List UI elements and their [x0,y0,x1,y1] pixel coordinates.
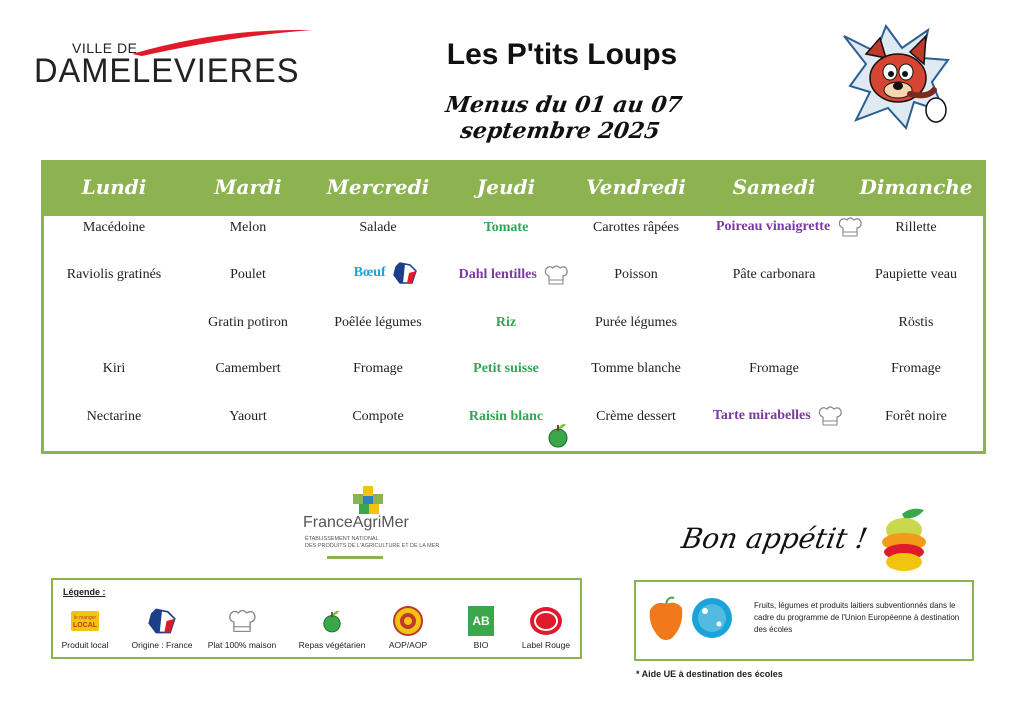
menu-cell-lundi-5: Nectarine [86,409,142,424]
legend-item-label-rouge [501,604,591,650]
menu-cell-jeudi-3: Riz [495,315,517,330]
menu-cell-samedi-5 [712,405,844,427]
menu-cell-vendredi-4: Tomme blanche [591,361,681,376]
fruit-stack-icon [872,506,936,576]
menu-cell-samedi-4: Fromage [749,361,799,376]
lait-produits-laitiers-ecole-logo-icon [690,596,734,640]
france-origin-icon [392,261,418,285]
chef-hat-icon [543,264,569,286]
franceagrimer-logo [303,486,443,562]
vegetarian-apple-icon [547,421,569,449]
menu-cell-mercredi-5: Compote [352,409,404,424]
weekly-menu-table [41,160,986,454]
legend-box [51,578,582,659]
menu-cell-vendredi-1: Carottes râpées [593,220,679,235]
day-vendredi: Vendredi [586,175,686,199]
menu-item-poireau: Poireau vinaigrette [716,219,831,235]
legend-label-bio: BIO [473,640,489,650]
legend-label-homemade: Plat 100% maison [207,640,277,650]
menu-cell-jeudi-1: Tomate [483,220,529,235]
legend-label-label-rouge: Label Rouge [521,640,571,650]
menu-cell-samedi-1 [716,216,848,238]
fruits-legumes-ecole-logo-icon [648,596,684,642]
menu-cell-vendredi-3: Purée légumes [594,315,678,330]
eu-aid-note: * Aide UE à destination des écoles [636,669,783,679]
chef-hat-icon [817,405,843,427]
menu-cell-vendredi-5: Crème dessert [596,409,676,424]
legend-label-france: Origine : France [131,640,193,650]
menu-cell-mercredi-4: Fromage [353,361,403,376]
menu-cell-mardi-1: Melon [229,220,267,235]
menu-cell-lundi-4: Kiri [102,361,126,376]
day-jeudi: Jeudi [476,175,536,199]
menu-cell-dimanche-4: Fromage [891,361,941,376]
menu-cell-mercredi-2 [320,261,452,285]
menu-cell-vendredi-2: Poisson [614,267,658,282]
franceagrimer-sub-line-2: DES PRODUITS DE L'AGRICULTURE ET DE LA MER [305,543,440,549]
menu-cell-mardi-2: Poulet [230,267,266,282]
day-dimanche: Dimanche [859,175,973,199]
franceagrimer-name: FranceAgriMer [303,514,409,531]
eu-school-program-box [634,580,974,661]
wolf-mascot-icon [836,24,952,136]
legend-item-france [117,604,207,650]
legend-title: Légende : [63,587,106,597]
menu-cell-mercredi-1: Salade [359,220,397,235]
day-lundi: Lundi [81,175,147,199]
menu-week-subtitle: Menus du 01 au 07 septembre 2025 [443,92,684,144]
menu-cell-mardi-5: Yaourt [229,409,267,424]
menu-cell-dimanche-2: Paupiette veau [874,267,958,282]
franceagrimer-sub-line-1: ÉTABLISSEMENT NATIONAL [305,536,379,542]
menu-cell-samedi-2: Pâte carbonara [732,267,816,282]
menu-cell-dimanche-3: Röstis [898,315,934,330]
menu-cell-lundi-1: Macédoine [82,220,146,235]
menu-cell-mercredi-3: Poêlée légumes [334,315,422,330]
label-rouge-icon [529,606,563,636]
menu-cell-dimanche-1: Rillette [895,220,937,235]
bio-ab-icon [468,606,494,636]
legend-label-local: Produit local [61,640,109,650]
day-mardi: Mardi [214,175,282,199]
city-logo [32,28,322,98]
logo-city-name: DAMELEVIERES [34,52,300,90]
vegetarian-apple-icon [322,607,342,635]
franceagrimer-underline [327,556,383,559]
franceagrimer-mark-icon [353,486,383,516]
menu-item-tarte: Tarte mirabelles [712,408,811,424]
menu-cell-jeudi-5: Raisin blanc [468,409,544,424]
svg-text:LOCAL: LOCAL [72,622,98,629]
logo-ville-de: VILLE DE [72,40,138,56]
day-mercredi: Mercredi [326,175,430,199]
menu-cell-jeudi-2 [448,264,580,286]
menu-cell-mardi-4: Camembert [215,361,281,376]
france-origin-icon [147,607,177,635]
menu-cell-jeudi-4: Petit suisse [473,361,539,376]
local-product-icon [70,609,100,633]
menu-cell-lundi-2: Raviolis gratinés [66,267,162,282]
eu-program-text: Fruits, légumes et produits laitiers subventionnés dans le cadre du programme de l'Union Européenne à destination des écoles [754,601,960,634]
chef-hat-icon [227,608,257,634]
menu-cell-dimanche-5: Forêt noire [885,409,947,424]
page-title: Les P'tits Loups [446,38,678,71]
svg-text:AB: AB [472,614,490,628]
aop-seal-icon [393,606,423,636]
legend-item-homemade [197,604,287,650]
legend-label-vegetarian: Repas végétarien [298,640,366,650]
menu-days-header [44,163,983,216]
svg-text:le manger: le manger [73,615,97,621]
menu-item-dahl: Dahl lentilles [458,267,537,283]
menu-item-boeuf: Bœuf [353,265,386,281]
bon-appetit-text: Bon appétit ! [679,522,871,555]
menu-cell-mardi-3: Gratin potiron [208,315,288,330]
legend-label-aop: AOP/AOP [388,640,428,650]
franceagrimer-subtitle [305,536,439,550]
day-samedi: Samedi [732,175,816,199]
